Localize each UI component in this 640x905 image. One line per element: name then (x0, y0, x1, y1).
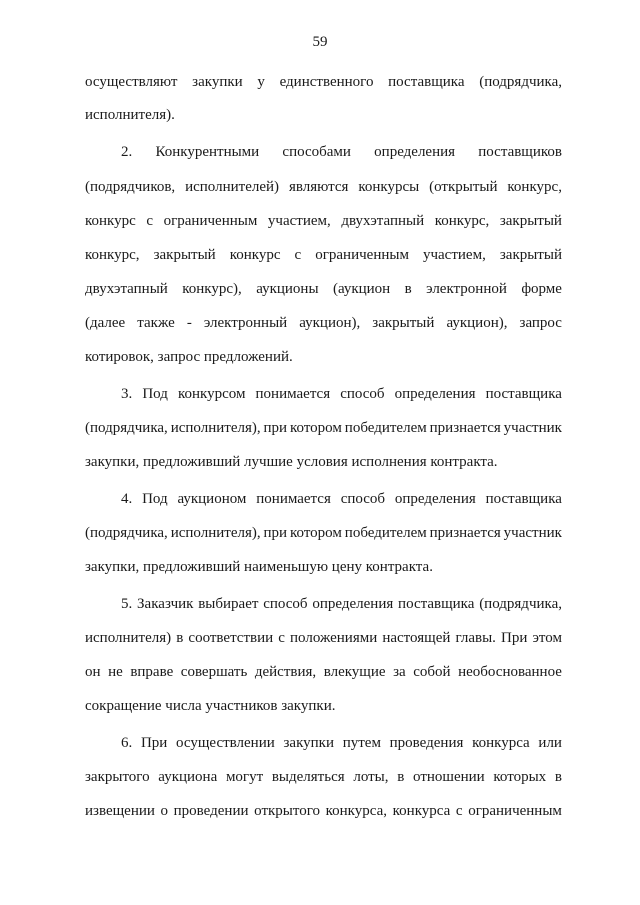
text-line (85, 419, 562, 437)
word: которых (493, 769, 547, 785)
word: или (538, 735, 562, 751)
word: При (501, 630, 528, 646)
word: (подрядчика, (479, 74, 562, 90)
word: необоснованное (458, 664, 562, 680)
word: аукциона (158, 769, 218, 785)
word: победителем (344, 420, 427, 436)
word: поставщиков (478, 144, 562, 160)
word: с (278, 630, 285, 646)
word: в (176, 630, 184, 646)
word: о (160, 803, 169, 819)
word: конкурса, (325, 803, 388, 819)
word: аукционом (177, 491, 247, 507)
text-line (85, 246, 562, 264)
word: соответствии (188, 630, 274, 646)
word: ограниченным (468, 803, 562, 819)
word: участник (503, 525, 562, 541)
text-line (85, 280, 562, 298)
word: участник (503, 420, 562, 436)
word: признается (429, 525, 501, 541)
word: определения (312, 596, 394, 612)
word: Под (142, 491, 168, 507)
word: отношении (413, 769, 485, 785)
word: он (85, 664, 101, 680)
word: 6. (121, 735, 133, 751)
word: закрытого (85, 769, 150, 785)
word: являются (288, 179, 349, 195)
word: за (393, 664, 406, 680)
word: поставщика (388, 74, 465, 90)
text-line (85, 663, 562, 681)
word: могут (225, 769, 264, 785)
word: закрытый (372, 315, 435, 331)
word: с (294, 247, 302, 263)
text-line: закупки, предложивший наименьшую цену контракта. (85, 559, 433, 575)
word: участием, (267, 213, 331, 229)
text-line (121, 143, 562, 161)
word: - (186, 315, 192, 331)
word: форме (521, 281, 562, 297)
word: участием, (422, 247, 486, 263)
word: не (108, 664, 123, 680)
word: с (455, 803, 463, 819)
word: собой (413, 664, 451, 680)
word: действия, (254, 664, 317, 680)
word: проведении (173, 803, 249, 819)
word: этом (532, 630, 562, 646)
word: выделяться (271, 769, 345, 785)
text-line (121, 490, 562, 508)
word: поставщика (485, 386, 562, 402)
word: осуществляют (85, 74, 178, 90)
word: конкурс), (182, 281, 242, 297)
word: закрытый (153, 247, 216, 263)
word: положениями (290, 630, 378, 646)
word: закрытый (499, 213, 562, 229)
word: закупки (283, 735, 334, 751)
text-line (85, 314, 562, 332)
word: настоящей (382, 630, 451, 646)
word: поставщика (485, 491, 562, 507)
word: (открытый (429, 179, 498, 195)
word: (подрядчика, (85, 420, 168, 436)
word: электронный (203, 315, 288, 331)
word: в (397, 769, 405, 785)
word: способ (340, 386, 385, 402)
word: запрос (519, 315, 562, 331)
text-line (121, 595, 562, 613)
word: (подрядчиков, (85, 179, 176, 195)
word: конкурса (472, 735, 530, 751)
word: способами (282, 144, 351, 160)
word: ограниченным (315, 247, 409, 263)
word: совершать (180, 664, 248, 680)
word: исполнителя), (170, 420, 261, 436)
word: также (137, 315, 175, 331)
word: 3. (121, 386, 133, 402)
word: конкурс (85, 213, 136, 229)
word: вправе (130, 664, 174, 680)
word: исполнителя) (85, 630, 172, 646)
word: котором (289, 420, 342, 436)
word: лоты, (353, 769, 389, 785)
word: 2. (121, 144, 133, 160)
word: конкурс (229, 247, 281, 263)
word: аукционы (256, 281, 319, 297)
word: аукцион), (299, 315, 361, 331)
text-line (85, 768, 562, 786)
word: 4. (121, 491, 133, 507)
word: при (263, 525, 288, 541)
word: извещении (85, 803, 155, 819)
word: Заказчик (137, 596, 194, 612)
word: способ (340, 491, 386, 507)
word: понимается (255, 386, 331, 402)
word: исполнителя), (170, 525, 261, 541)
word: победителем (344, 525, 427, 541)
word: (далее (85, 315, 126, 331)
word: единственного (279, 74, 374, 90)
word: электронной (426, 281, 507, 297)
word: проведения (389, 735, 464, 751)
word: в (404, 281, 412, 297)
word: конкурс, (507, 179, 562, 195)
word: Конкурентными (155, 144, 260, 160)
text-line: исполнителя). (85, 107, 175, 123)
text-line (121, 734, 562, 752)
word: котором (289, 525, 342, 541)
word: определения (394, 491, 476, 507)
word: определения (394, 386, 476, 402)
word: у (257, 74, 265, 90)
text-line (85, 629, 562, 647)
word: признается (429, 420, 501, 436)
word: двухэтапный (341, 213, 425, 229)
word: Под (142, 386, 168, 402)
word: влекущие (323, 664, 386, 680)
text-line (85, 178, 562, 196)
text-line (85, 524, 562, 542)
word: определения (374, 144, 456, 160)
word: аукцион), (446, 315, 508, 331)
text-line: сокращение числа участников закупки. (85, 698, 336, 714)
word: двухэтапный (85, 281, 168, 297)
word: (подрядчика, (479, 596, 562, 612)
page-number: 59 (312, 34, 328, 50)
word: осуществлении (176, 735, 275, 751)
word: конкурса (392, 803, 451, 819)
word: в (554, 769, 562, 785)
word: При (140, 735, 168, 751)
word: поставщика (398, 596, 475, 612)
word: путем (342, 735, 381, 751)
word: конкурс, (434, 213, 490, 229)
word: способ (263, 596, 308, 612)
word: исполнителей) (185, 179, 280, 195)
word: конкурсом (177, 386, 246, 402)
word: открытого (254, 803, 320, 819)
text-line (85, 73, 562, 91)
word: конкурсы (358, 179, 420, 195)
word: 5. (121, 596, 133, 612)
word: закрытый (499, 247, 562, 263)
word: закупки (192, 74, 243, 90)
word: главы. (455, 630, 496, 646)
text-line: закупки, предложивший лучшие условия исполнения контракта. (85, 454, 498, 470)
word: (подрядчика, (85, 525, 168, 541)
word: при (263, 420, 288, 436)
word: (аукцион (332, 281, 391, 297)
word: ограниченным (163, 213, 258, 229)
text-line: котировок, запрос предложений. (85, 349, 293, 365)
text-line (85, 802, 562, 820)
word: выбирает (198, 596, 259, 612)
text-line (121, 385, 562, 403)
word: с (146, 213, 154, 229)
word: понимается (256, 491, 331, 507)
text-line (85, 212, 562, 230)
word: конкурс, (85, 247, 140, 263)
